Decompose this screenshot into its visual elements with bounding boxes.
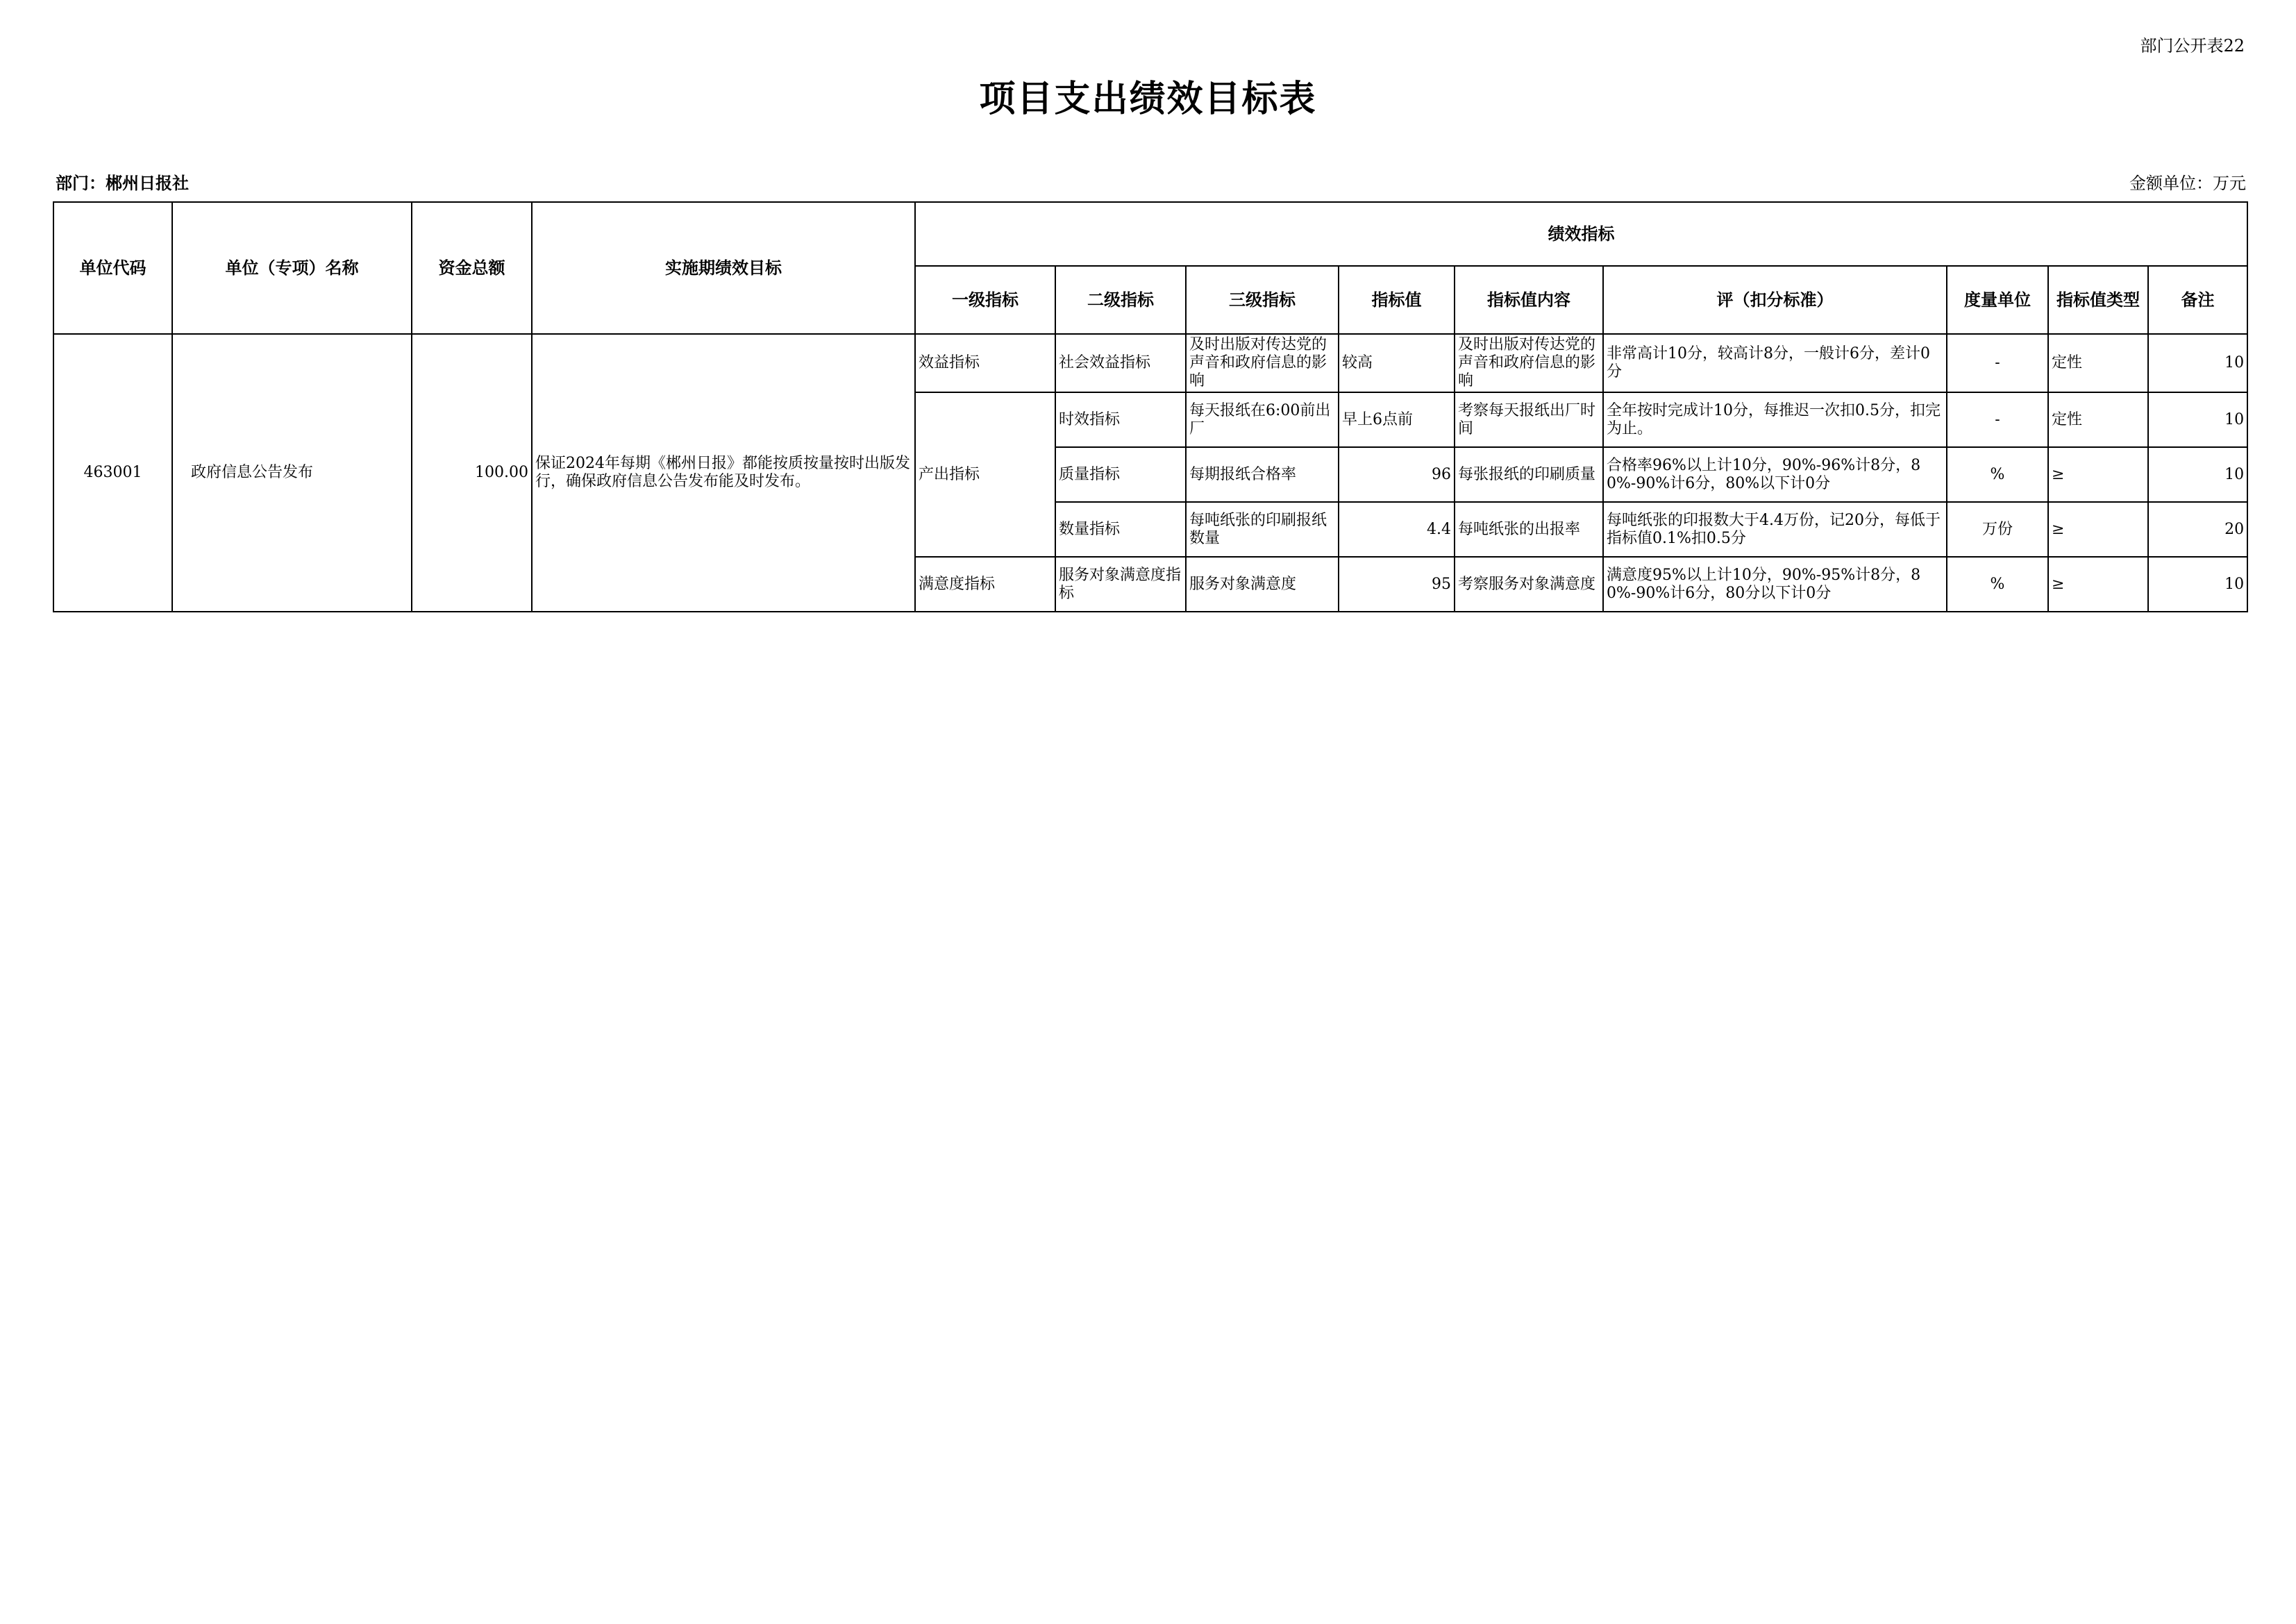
header-level1: 一级指标 [915,266,1055,334]
level2-cell: 时效指标 [1055,392,1186,447]
level3-cell: 服务对象满意度 [1186,557,1339,612]
header-content: 指标值内容 [1455,266,1603,334]
group-benefit: 效益指标 [915,334,1055,392]
criteria-cell: 非常高计10分，较高计8分，一般计6分，差计0分 [1603,334,1947,392]
value-cell: 4.4 [1339,502,1455,557]
unit-cell: 万份 [1947,502,2048,557]
criteria-cell: 每吨纸张的印报数大于4.4万份，记20分，每低于指标值0.1%扣0.5分 [1603,502,1947,557]
type-cell: ≥ [2048,502,2148,557]
level3-cell: 及时出版对传达党的声音和政府信息的影响 [1186,334,1339,392]
value-cell: 较高 [1339,334,1455,392]
header-value: 指标值 [1339,266,1455,334]
header-level3: 三级指标 [1186,266,1339,334]
content-cell: 每吨纸张的出报率 [1455,502,1603,557]
content-cell: 及时出版对传达党的声音和政府信息的影响 [1455,334,1603,392]
unit-cell: - [1947,334,2048,392]
project-name: 政府信息公告发布 [172,334,412,612]
header-amount: 资金总额 [412,202,532,334]
criteria-cell: 全年按时完成计10分，每推迟一次扣0.5分，扣完为止。 [1603,392,1947,447]
type-cell: 定性 [2048,392,2148,447]
header-remark: 备注 [2148,266,2247,334]
table-row [53,334,2247,392]
department-label: 部门：郴州日报社 [56,174,189,193]
header-measure-unit: 度量单位 [1947,266,2048,334]
level3-cell: 每天报纸在6:00前出厂 [1186,392,1339,447]
remark-cell: 10 [2148,392,2247,447]
group-satisfaction: 满意度指标 [915,557,1055,612]
project-code: 463001 [53,334,172,612]
project-goal: 保证2024年每期《郴州日报》都能按质按量按时出版发行，确保政府信息公告发布能及时发布。 [532,334,915,612]
group-output: 产出指标 [915,392,1055,557]
type-cell: ≥ [2048,557,2148,612]
unit-cell: - [1947,392,2048,447]
content-cell: 每张报纸的印刷质量 [1455,447,1603,502]
value-cell: 96 [1339,447,1455,502]
remark-cell: 10 [2148,557,2247,612]
level3-cell: 每期报纸合格率 [1186,447,1339,502]
header-name: 单位（专项）名称 [172,202,412,334]
unit-cell: % [1947,557,2048,612]
header-code: 单位代码 [53,202,172,334]
header-criteria: 评（扣分标准） [1603,266,1947,334]
page-title: 项目支出绩效目标表 [979,78,1317,120]
criteria-cell: 满意度95%以上计10分，90%-95%计8分，80%-90%计6分，80分以下计0分 [1603,557,1947,612]
remark-cell: 10 [2148,447,2247,502]
value-cell: 95 [1339,557,1455,612]
amount-unit-label: 金额单位：万元 [2129,174,2246,193]
header-level2: 二级指标 [1055,266,1186,334]
level2-cell: 社会效益指标 [1055,334,1186,392]
level2-cell: 数量指标 [1055,502,1186,557]
remark-cell: 10 [2148,334,2247,392]
form-number: 部门公开表22 [2140,36,2245,56]
level2-cell: 服务对象满意度指标 [1055,557,1186,612]
content-cell: 考察服务对象满意度 [1455,557,1603,612]
header-indicators: 绩效指标 [915,202,2247,266]
type-cell: 定性 [2048,334,2148,392]
header-value-type: 指标值类型 [2048,266,2148,334]
header-goal: 实施期绩效目标 [532,202,915,334]
project-amount: 100.00 [412,334,532,612]
level3-cell: 每吨纸张的印刷报纸数量 [1186,502,1339,557]
type-cell: ≥ [2048,447,2148,502]
performance-target-table [53,201,2248,612]
content-cell: 考察每天报纸出厂时间 [1455,392,1603,447]
criteria-cell: 合格率96%以上计10分，90%-96%计8分，80%-90%计6分，80%以下计0分 [1603,447,1947,502]
value-cell: 早上6点前 [1339,392,1455,447]
unit-cell: % [1947,447,2048,502]
level2-cell: 质量指标 [1055,447,1186,502]
remark-cell: 20 [2148,502,2247,557]
